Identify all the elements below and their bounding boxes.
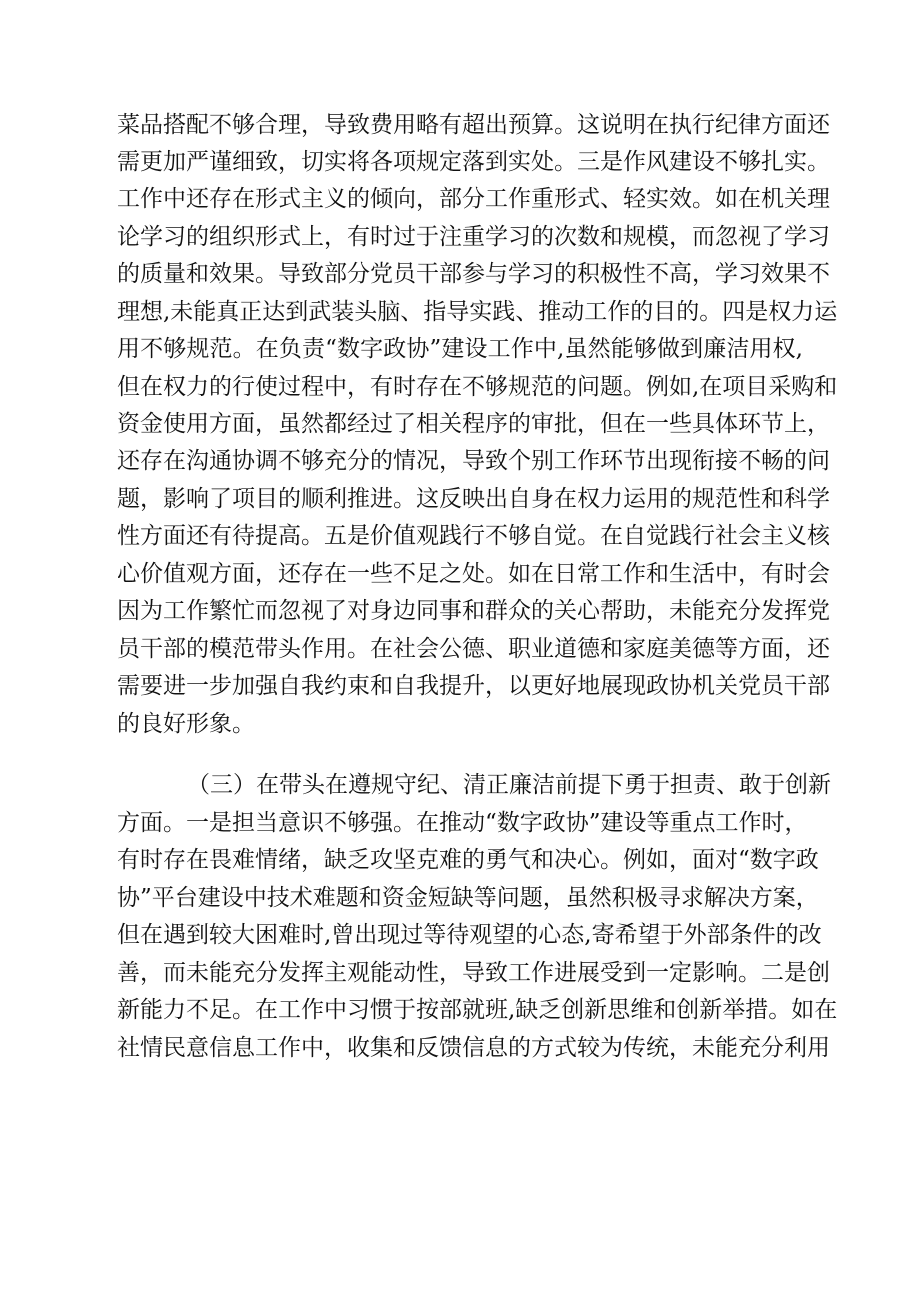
text-line: 需更加严谨细致，切实将各项规定落到实处。三是作风建设不够扎实。 [117,149,830,175]
text-line: 但在遇到较大困难时,曾出现过等待观望的心态,寄希望于外部条件的改 [117,922,822,948]
section-heading-line: （三）在带头在遵规守纪、清正廉洁前提下勇于担责、敢于创新 [187,772,831,798]
text-line: 协”平台建设中技术难题和资金短缺等问题，虽然积极寻求解决方案， [117,885,819,911]
text-line: 有时存在畏难情绪，缺乏攻坚克难的勇气和决心。例如，面对“数字政 [117,847,819,873]
text-line: 需要进一步加强自我约束和自我提升，以更好地展现政协机关党员干部 [117,673,830,699]
text-line: 社情民意信息工作中，收集和反馈信息的方式较为传统，未能充分利用 [117,1035,830,1061]
text-line: 性方面还有待提高。五是价值观践行不够自觉。在自觉践行社会主义核 [117,523,830,549]
text-line: 理想,未能真正达到武装头脑、指导实践、推动工作的目的。四是权力运 [117,299,838,325]
text-line: 资金使用方面，虽然都经过了相关程序的审批，但在一些具体环节上， [117,411,830,437]
text-line: 心价值观方面，还存在一些不足之处。如在日常工作和生活中，有时会 [117,561,830,587]
text-line: 善，而未能充分发挥主观能动性，导致工作进展受到一定影响。二是创 [117,960,830,986]
text-line: 还存在沟通协调不够充分的情况，导致个别工作环节出现衔接不畅的问 [117,448,830,474]
text-line: 因为工作繁忙而忽视了对身边同事和群众的关心帮助，未能充分发挥党 [117,598,830,624]
text-line: 的质量和效果。导致部分党员干部参与学习的积极性不高，学习效果不 [117,261,830,287]
text-line: 员干部的模范带头作用。在社会公德、职业道德和家庭美德等方面，还 [117,636,830,662]
text-line: 用不够规范。在负责“数字政协”建设工作中,虽然能够做到廉洁用权, [117,336,803,362]
text-line: 新能力不足。在工作中习惯于按部就班,缺乏创新思维和创新举措。如在 [117,997,838,1023]
text-line: 的良好形象。 [117,711,255,737]
text-line: 工作中还存在形式主义的倾向，部分工作重形式、轻实效。如在机关理 [117,186,830,212]
text-line: 方面。一是担当意识不够强。在推动“数字政协”建设等重点工作时， [117,810,808,836]
text-line: 题，影响了项目的顺利推进。这反映出自身在权力运用的规范性和科学 [117,486,830,512]
text-line: 但在权力的行使过程中，有时存在不够规范的问题。例如,在项目采购和 [117,374,838,400]
text-line: 菜品搭配不够合理，导致费用略有超出预算。这说明在执行纪律方面还 [117,112,830,138]
text-line: 论学习的组织形式上，有时过于注重学习的次数和规模，而忽视了学习 [117,224,830,250]
